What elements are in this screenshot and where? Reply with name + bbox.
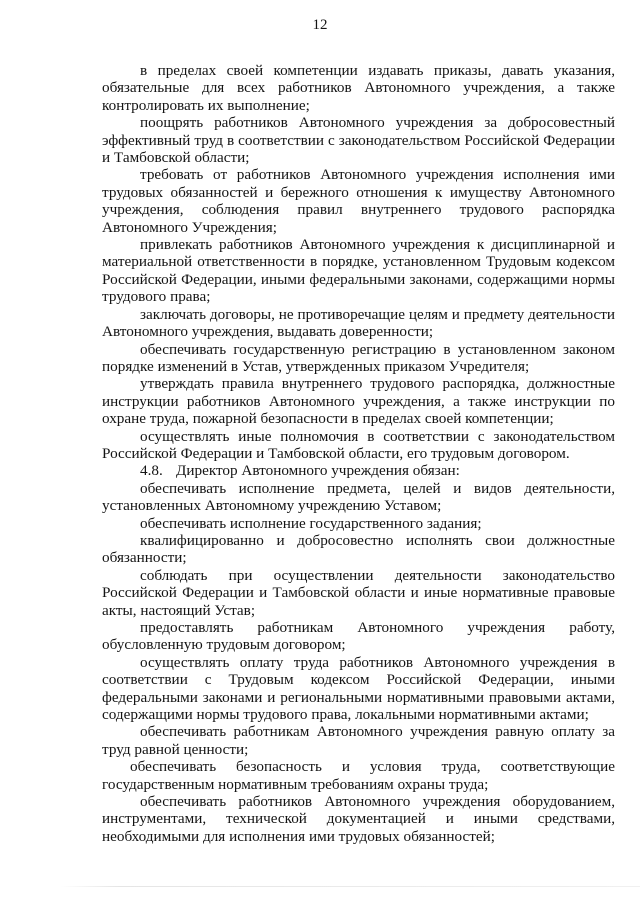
duty-item: квалифицированно и добросовестно исполнять свои должностные обязанности; xyxy=(102,531,615,567)
duty-item: соблюдать при осуществлении деятельности законодательство Российской Федерации и Тамбовской области и иные нормативные правовые акты, настоящий Устав; xyxy=(102,566,615,619)
duty-item: обеспечивать исполнение государственного задания; xyxy=(140,514,482,532)
section-heading xyxy=(102,462,615,479)
duty-item: обеспечивать исполнение предмета, целей и видов деятельности, установленных Автономному учреждению Уставом; xyxy=(102,479,615,515)
paragraph: заключать договоры, не противоречащие целям и предмету деятельности Автономного учреждения, выдавать доверенности; xyxy=(102,305,615,341)
paragraph: обеспечивать государственную регистрацию в установленном законом порядке изменений в Устав, утвержденных приказом Учредителя; xyxy=(102,340,615,375)
section-number: 4.8. xyxy=(140,462,163,480)
paragraph: утверждать правила внутреннего трудового распорядка, должностные инструкции работников Автономного учреждения, а также инструкции по охране труда, пожарной безопасности в пределах своей компетенции; xyxy=(102,375,615,428)
duty-item: осуществлять оплату труда работников Автономного учреждения в соответствии с Трудовым кодексом Российской Федерации, иными федеральными законами и региональными нормативными правовыми актами, содержащими нормы трудового права, локальными нормативными актами; xyxy=(102,653,615,724)
document-body xyxy=(102,62,615,845)
paragraph: поощрять работников Автономного учреждения за добросовестный эффективный труд в соответствии с законодательством Российской Федерации и Тамбовской области; xyxy=(102,114,615,167)
paragraph: привлекать работников Автономного учреждения к дисциплинарной и материальной ответственности в порядке, установленном Трудовым кодексом Российской Федерации, иными федеральными законами, содержащими нормы трудового права; xyxy=(102,236,615,306)
scan-edge-divider xyxy=(60,886,640,887)
duty-item: предоставлять работникам Автономного учреждения работу, обусловленную трудовым договором; xyxy=(102,619,615,654)
page-number: 12 xyxy=(312,17,328,33)
duty-item: обеспечивать безопасность и условия труда, соответствующие государственным нормативным требованиям охраны труда; xyxy=(102,758,615,793)
duty-item: обеспечивать работникам Автономного учреждения равную оплату за труд равной ценности; xyxy=(102,723,615,758)
section-heading-text: Директор Автономного учреждения обязан: xyxy=(176,462,460,480)
paragraph: в пределах своей компетенции издавать приказы, давать указания, обязательные для всех работников Автономного учреждения, а также контролировать их выполнение; xyxy=(102,62,615,114)
paragraph: осуществлять иные полномочия в соответствии с законодательством Российской Федерации и Тамбовской области, его трудовым договором. xyxy=(102,427,615,462)
duty-item: обеспечивать работников Автономного учреждения оборудованием, инструментами, технической документацией и иными средствами, необходимыми для исполнения ими трудовых обязанностей; xyxy=(102,793,615,845)
paragraph: требовать от работников Автономного учреждения исполнения ими трудовых обязанностей и бережного отношения к имуществу Автономного учреждения, соблюдения правил внутреннего трудового распорядка Автономного Учреждения; xyxy=(102,166,615,236)
